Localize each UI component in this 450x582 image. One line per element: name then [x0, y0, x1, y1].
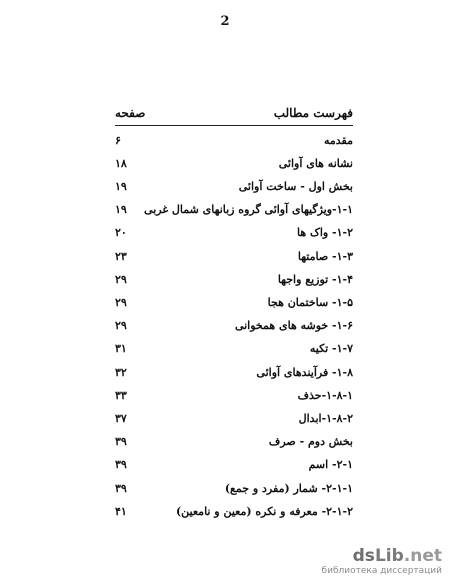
- toc-row: [115, 341, 353, 357]
- toc-entry-title: ۱-۸-۲-ابدال: [298, 411, 353, 425]
- toc-row: [115, 457, 353, 473]
- header-rule: [115, 125, 353, 126]
- toc-entry-title: ۱-۲- واک ها: [297, 226, 353, 240]
- page-column-label: صفحه: [115, 106, 146, 120]
- toc-page-number: ۳۳: [115, 388, 127, 402]
- toc-page-number: ۳۹: [115, 435, 127, 449]
- toc-row: [115, 294, 353, 310]
- watermark: [322, 547, 442, 576]
- toc-row: [115, 271, 353, 287]
- toc-entry-title: ۱-۴- توزیع واجها: [277, 272, 353, 286]
- logo-net: .net: [403, 546, 442, 566]
- toc-entry-title: نشانه های آوائی: [278, 156, 353, 170]
- toc-row: [115, 364, 353, 380]
- toc-page-number: ۲۳: [115, 249, 127, 263]
- toc-page-number: ۶: [115, 133, 121, 147]
- toc-page-number: ۳۲: [115, 365, 127, 379]
- logo-ds: ds: [352, 546, 375, 566]
- toc-page-number: ۲۹: [115, 295, 127, 309]
- toc-row: [115, 178, 353, 194]
- watermark-logo: [322, 547, 442, 565]
- toc-row: [115, 132, 353, 148]
- toc-page-number: ۱۹: [115, 203, 127, 217]
- toc-row: [115, 318, 353, 334]
- toc-entry-title: ۱-۷- تکیه: [309, 342, 353, 356]
- toc-page-number: ۱۹: [115, 179, 127, 193]
- toc-page-number: ۴۱: [115, 504, 127, 518]
- toc-entry-title: ۱-۸-۱-حذف: [297, 388, 353, 402]
- toc-row: [115, 434, 353, 450]
- toc-row: [115, 248, 353, 264]
- toc-row: [115, 503, 353, 519]
- toc-row: [115, 202, 353, 218]
- toc-title: فهرست مطالب: [273, 106, 353, 120]
- page-number: 2: [220, 14, 230, 29]
- toc-entry-title: ۲-۱- اسم: [308, 458, 353, 472]
- toc-entry-title: ۱-۶- خوشه های همخوانی: [234, 319, 353, 333]
- toc-entry-title: ۱-۳- صامتها: [297, 249, 353, 263]
- toc-entry-title: ۱-۸- فرآیندهای آوائی: [256, 365, 353, 379]
- toc-row: [115, 480, 353, 496]
- toc-entry-title: ۲-۱-۱- شمار (مفرد و جمع): [224, 481, 353, 495]
- toc-entry-title: بخش اول - ساخت آوائی: [238, 179, 353, 193]
- toc-page-number: ۳۱: [115, 342, 127, 356]
- toc-row: [115, 155, 353, 171]
- toc-page-number: ۲۰: [115, 226, 127, 240]
- watermark-subtitle: библиотека диссертаций: [321, 566, 442, 576]
- toc-page-number: ۳۷: [115, 411, 127, 425]
- toc-entry-title: ۱-۱-ویژگیهای آوائی گروه زبانهای شمال غربی: [144, 203, 353, 217]
- toc-row: [115, 410, 353, 426]
- toc-page-number: ۲۹: [115, 272, 127, 286]
- toc-page-number: ۳۹: [115, 481, 127, 495]
- toc-entry-title: بخش دوم - صرف: [268, 435, 353, 449]
- toc-page-number: ۱۸: [115, 156, 127, 170]
- toc-entry-title: ۱-۵- ساختمان هجا: [267, 295, 353, 309]
- toc-entry-title: ۲-۱-۲- معرفه و نکره (معین و نامعین): [175, 504, 353, 518]
- toc-page-number: ۳۹: [115, 458, 127, 472]
- toc-entry-title: مقدمه: [323, 133, 353, 147]
- toc-row: [115, 387, 353, 403]
- toc-header: [115, 104, 353, 122]
- toc-page-number: ۲۹: [115, 319, 127, 333]
- toc-row: [115, 225, 353, 241]
- logo-lib: Lib: [374, 546, 404, 566]
